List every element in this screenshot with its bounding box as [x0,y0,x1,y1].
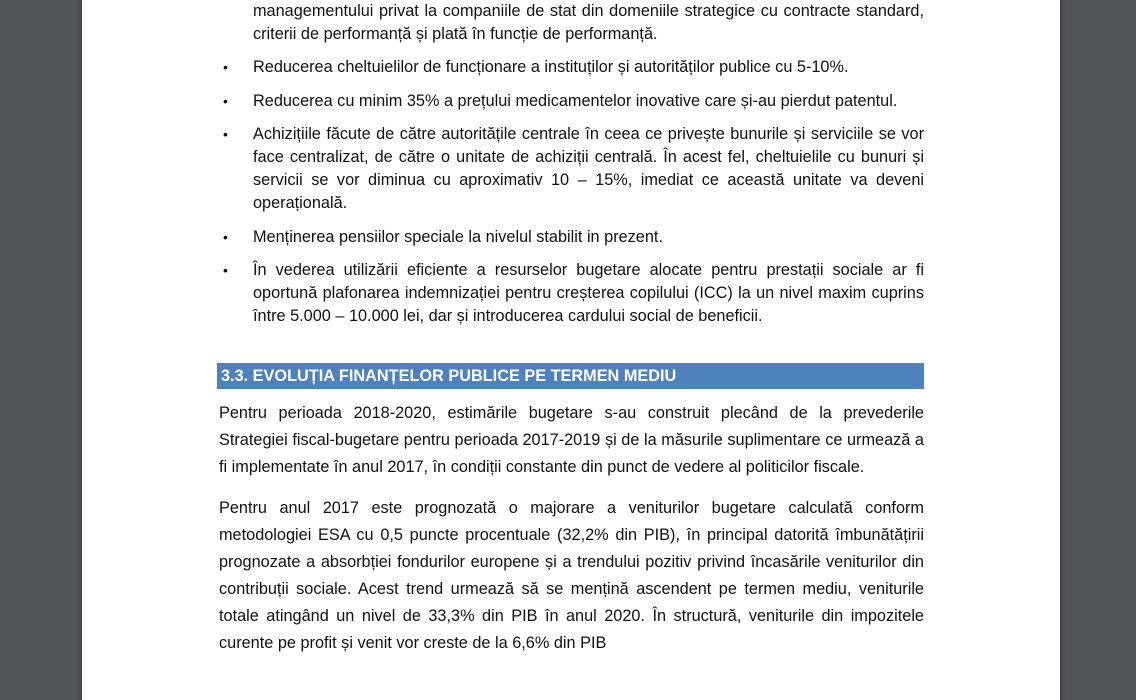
bullet-text: Reducerea cheltuielilor de funcționare a instituților și autorităților publice cu 5-10%. [253,58,849,77]
paragraph-1 [219,400,924,481]
bullet-icon: • [223,261,228,278]
bullet-icon: • [223,59,228,76]
list-item [219,90,924,113]
section-heading: 3.3. EVOLUȚIA FINANȚELOR PUBLICE PE TERMEN MEDIU [217,363,924,389]
document-page [82,0,1060,700]
paragraph-2 [219,495,924,657]
bullet-text: Achizițiile făcute de către autoritățile centrale în ceea ce privește bunurile și serviciile se vor face centralizat, de către o unitate de achiziții centrală. În acest fel, cheltuielile cu bunuri și servicii se vor diminua cu aproximativ 10 – 15%, imediat ce această unitate va deveni operațională. [253,124,924,213]
bullet-text: Reducerea cu minim 35% a prețului medicamentelor inovative care și-au pierdut patentul. [253,91,898,110]
bullet-icon: • [223,92,228,109]
bullet-text: În vederea utilizării eficiente a resurselor bugetare alocate pentru prestații sociale ar fi oportună plafonarea indemnizației pentru creșterea copilului (ICC) la un nivel maxim cuprins între 5.000 – 10.000 lei, dar și introducerea cardului social de beneficii. [253,260,924,326]
bullet-icon: • [223,125,228,142]
list-item [219,259,924,329]
list-item [219,123,924,216]
bullet-text: Menținerea pensiilor speciale la nivelul stabilit in prezent. [253,227,663,246]
paragraph-2-text: Pentru anul 2017 este prognozată o majorare a veniturilor bugetare calculată conform metodologiei ESA cu 0,5 puncte procentuale (32,2% din PIB), în principal datorită îmbunătățirii prognozate a absorbției fondurilor europene și a trendului pozitiv privind încasările veniturilor din contribuții sociale. Acest trend urmează să se mențină ascendent pe termen mediu, veniturile totale atingând un nivel de 33,3% din PIB în anul 2020. În structură, veniturile din impozitele curente pe profit și venit vor creste de la 6,6% din PIB [219,499,924,653]
paragraph-1-text: Pentru perioada 2018-2020, estimările bugetare s-au construit plecând de la prevederile Strategiei fiscal-bugetare pentru perioada 2017-2019 și de la măsurile suplimentare ce urmează a fi implementate în anul 2017, în condiții constante din punct de vedere al politicilor fiscale. [219,404,924,477]
page-content [219,0,924,657]
bullet-icon: • [223,228,228,245]
list-item [219,56,924,79]
lead-text: managementului privat la companiile de stat din domeniile strategice cu contracte standard, criterii de performanță și plată în funcție de performanță. [253,2,924,44]
list-item [219,226,924,249]
bullet-list [219,56,924,328]
